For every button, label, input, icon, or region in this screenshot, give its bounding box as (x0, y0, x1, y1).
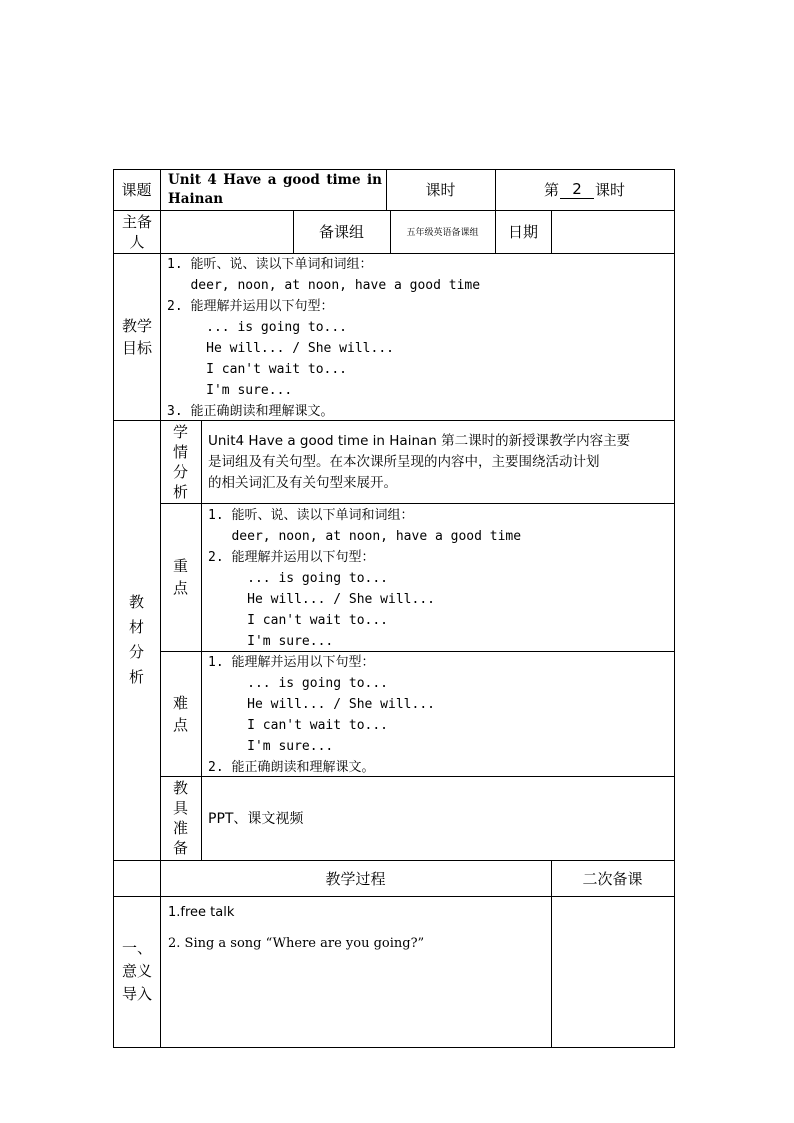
difficult-label: 难点 (172, 693, 188, 734)
key-line: He will... / She will... (208, 592, 435, 607)
period-number: 2 (560, 181, 594, 199)
topic-title: Unit 4 Have a good time in Hainan (168, 172, 382, 207)
date-value[interactable] (551, 210, 674, 253)
objective-line: 1. 能听、说、读以下单词和词组： (167, 257, 373, 272)
difficult-label-cell (160, 651, 201, 776)
objective-line: 3. 能正确朗读和理解课文。 (167, 404, 334, 419)
step1-second-prep[interactable] (551, 896, 674, 1047)
objective-line: deer, noon, at noon, have a good time (167, 278, 481, 293)
key-line: ... is going to... (208, 571, 389, 586)
student-analysis (208, 431, 672, 494)
objective-line: ... is going to... (167, 320, 348, 335)
step1-label: 一、意义导入 (121, 939, 152, 1003)
key-line: I can't wait to... (208, 613, 389, 628)
period-value (495, 169, 674, 210)
student-line: Unit4 Have a good time in Hainan 第二课时的新授课教学内容主要 (208, 433, 631, 449)
preparer-label: 主备人 (121, 212, 152, 251)
key-label-cell (160, 503, 201, 651)
student-line: 的相关词汇及有关句型来展开。 (208, 475, 397, 491)
step1-content (168, 902, 548, 954)
objectives-list (167, 254, 667, 422)
difficult-line: 2. 能正确朗读和理解课文。 (208, 760, 375, 775)
difficult-line: I'm sure... (208, 739, 334, 754)
difficult-line: 1. 能理解并运用以下句型： (208, 655, 375, 670)
difficult-line: ... is going to... (208, 676, 389, 691)
group-label: 备课组 (318, 223, 364, 241)
difficult-line: I can't wait to... (208, 718, 389, 733)
difficult-points (208, 652, 668, 778)
analysis-label-cell (113, 420, 160, 860)
step1-item: 2. Sing a song “Where are you going?” (168, 936, 425, 951)
analysis-label: 教材分析 (128, 593, 144, 686)
difficult-line: He will... / She will... (208, 697, 435, 712)
key-line: 2. 能理解并运用以下句型： (208, 550, 375, 565)
student-label-cell (160, 420, 201, 503)
key-label: 重点 (172, 557, 188, 597)
period-prefix: 第 (543, 181, 559, 199)
student-line: 是词组及有关句型。在本次课所呈现的内容中，主要围绕活动计划 (208, 454, 600, 470)
second-prep-title: 二次备课 (582, 869, 643, 888)
period-suffix: 课时 (595, 181, 626, 199)
objective-line: He will... / She will... (167, 341, 394, 356)
key-line: deer, noon, at noon, have a good time (208, 529, 522, 544)
tools-text: PPT、课文视频 (208, 811, 304, 827)
objectives-label: 教学目标 (121, 316, 152, 357)
objective-line: I'm sure... (167, 383, 293, 398)
tools-label: 教具准备 (172, 779, 188, 857)
group-name: 五年级英语备课组 (406, 228, 479, 238)
topic-label: 课题 (121, 181, 152, 199)
key-points (208, 505, 668, 652)
key-line: I'm sure... (208, 634, 334, 649)
preparer-value[interactable] (160, 210, 293, 253)
step1-item: 1.free talk (168, 905, 235, 920)
process-title: 教学过程 (325, 869, 386, 888)
tools-label-cell (160, 776, 201, 860)
period-label: 课时 (425, 181, 456, 199)
student-label: 学情分析 (172, 422, 188, 501)
date-label: 日期 (507, 223, 538, 241)
key-line: 1. 能听、说、读以下单词和词组： (208, 508, 414, 523)
process-corner (113, 860, 160, 896)
objective-line: I can't wait to... (167, 362, 348, 377)
objective-line: 2. 能理解并运用以下句型： (167, 299, 334, 314)
